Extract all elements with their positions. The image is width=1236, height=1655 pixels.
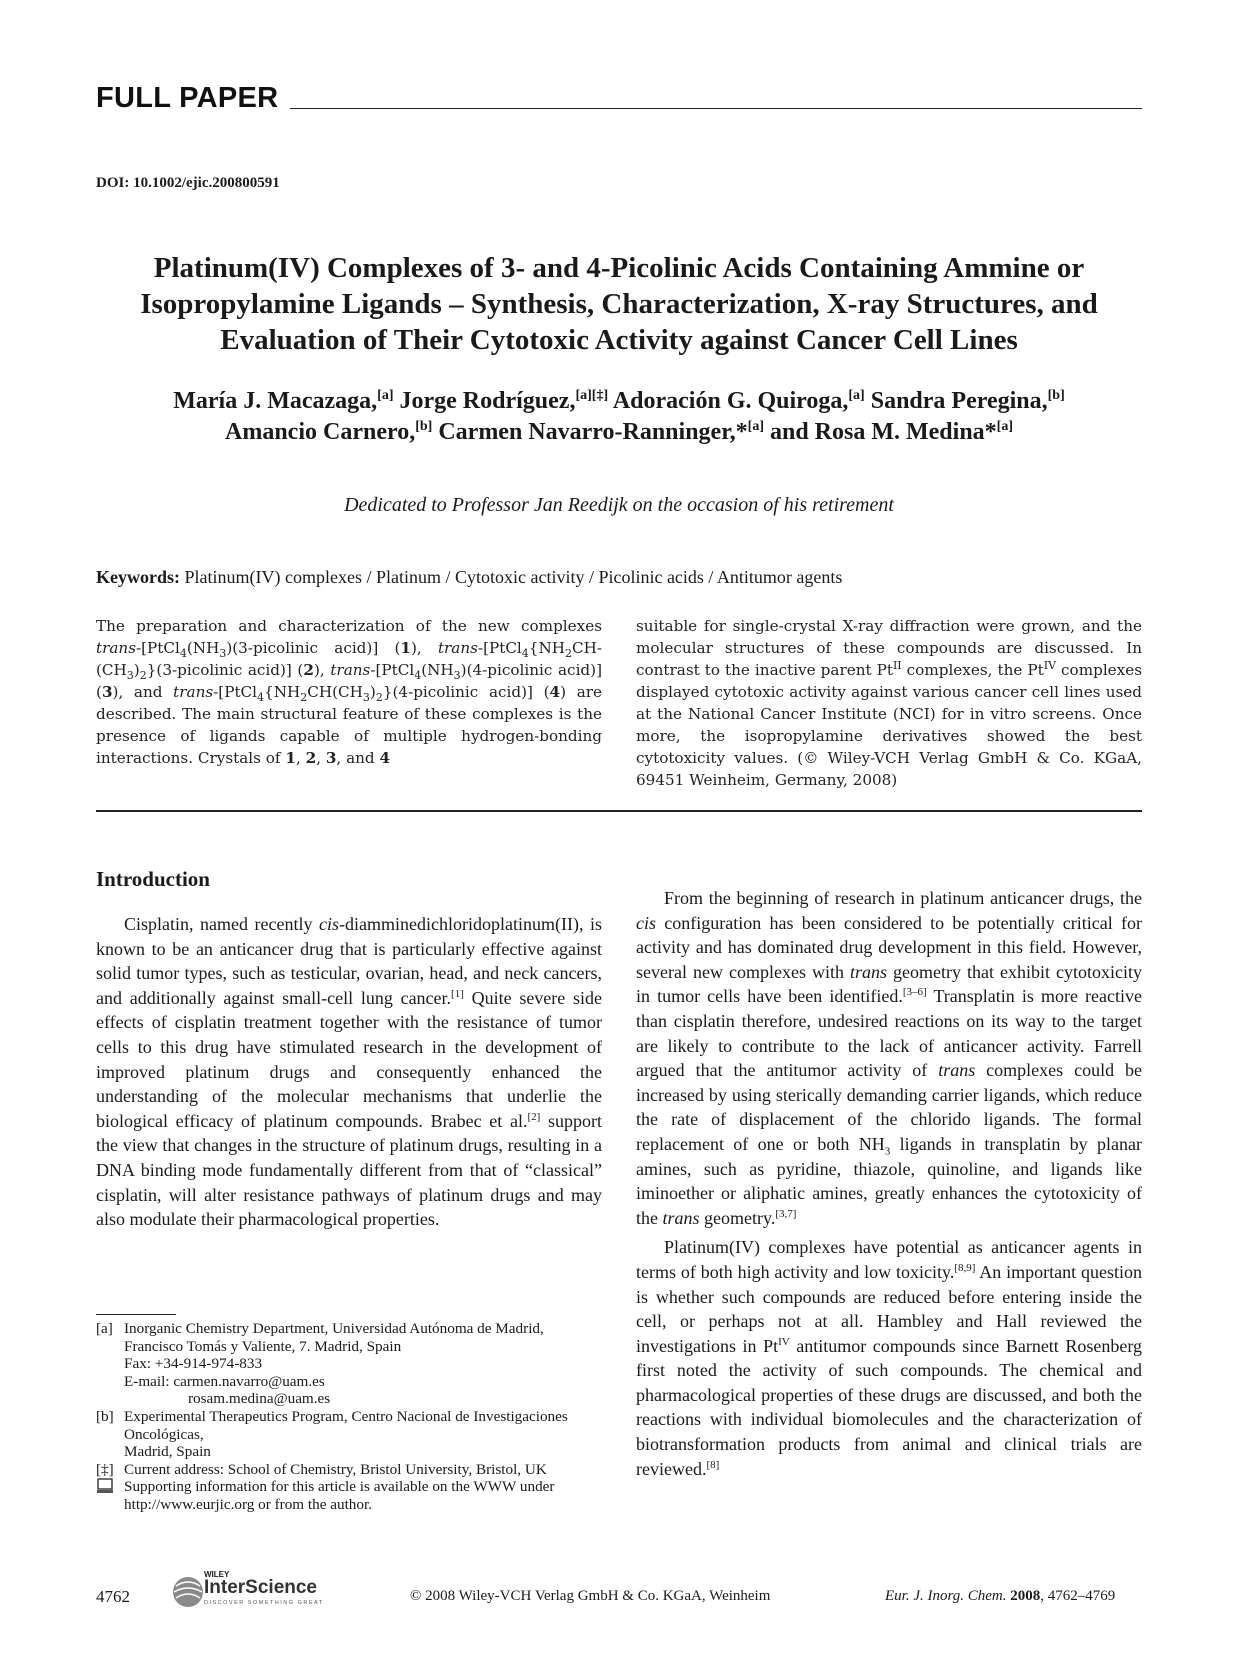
body-italic: trans bbox=[662, 1207, 700, 1228]
abstract-text: }(4-picolinic acid)] ( bbox=[382, 683, 550, 701]
author-name: María J. Macazaga, bbox=[173, 388, 378, 414]
subscript: 3 bbox=[884, 1145, 891, 1158]
compound-number: 4 bbox=[549, 683, 561, 701]
abstract-text: ), and bbox=[112, 683, 163, 701]
logo-tagline: DISCOVER SOMETHING GREAT bbox=[204, 1600, 324, 1606]
footnote-mark: [‡] bbox=[96, 1460, 114, 1478]
author-affiliation: [a][‡] bbox=[575, 388, 609, 403]
body-italic: trans bbox=[938, 1060, 976, 1081]
subscript: 2 bbox=[375, 691, 383, 705]
subscript: 3 bbox=[453, 669, 461, 683]
abstract-text: , bbox=[316, 749, 322, 767]
footnote-rule bbox=[96, 1314, 176, 1315]
subscript: 2 bbox=[139, 669, 147, 683]
author-name: Sandra Peregina, bbox=[870, 388, 1048, 414]
citation: [2] bbox=[527, 1110, 541, 1123]
abstract-text: ) are described. The main structural feature of these complexes is the presence of ligands capable of multiple hydrogen-bonding interactions. Crystals of bbox=[96, 683, 603, 767]
interscience-logo bbox=[168, 1568, 338, 1612]
footnote-supporting-info bbox=[96, 1478, 602, 1513]
journal-citation bbox=[885, 1588, 1115, 1605]
section-label: FULL PAPER bbox=[96, 82, 279, 114]
abstract-text: CH(CH bbox=[307, 683, 363, 701]
abstract-text: -[PtCl bbox=[136, 639, 180, 657]
footnote-text: Current address: School of Chemistry, Bristol University, Bristol, UK bbox=[124, 1460, 547, 1478]
author-affiliation: [b] bbox=[415, 419, 433, 434]
abstract-text: (NH bbox=[186, 639, 220, 657]
abstract-text: (NH bbox=[421, 661, 454, 679]
author-line bbox=[96, 386, 1142, 417]
abstract-text: {NH bbox=[528, 639, 565, 657]
citation: [1] bbox=[451, 987, 464, 1000]
abstract-text: suitable for single-crystal X-ray diffraction were grown, and the molecular structures of these compounds are discussed. In contrast to the inactive parent Pt bbox=[636, 617, 1142, 679]
abstract-text: ), bbox=[313, 661, 325, 679]
footnote-email[interactable]: rosam.medina@uam.es bbox=[188, 1390, 331, 1408]
doi: DOI: 10.1002/ejic.200800591 bbox=[96, 175, 280, 191]
paragraph bbox=[96, 912, 602, 1232]
footnote-c bbox=[96, 1461, 602, 1479]
footnote-mark: [b] bbox=[96, 1407, 114, 1425]
paragraph bbox=[636, 886, 1142, 1230]
subscript: 3 bbox=[126, 669, 134, 683]
abstract-text: -[PtCl bbox=[370, 661, 415, 679]
body-text: ligands in transplatin by planar amines, such as pyridine, thiazole, quinoline, and ligands like iminoether or aliphatic amines, greatly enhances the cytotoxicity of the bbox=[636, 1133, 1143, 1228]
title-line: Isopropylamine Ligands – Synthesis, Characterization, X-ray Structures, and bbox=[140, 288, 1098, 320]
subscript: 3 bbox=[362, 691, 370, 705]
footnotes bbox=[96, 1320, 602, 1514]
footnote-text: Madrid, Spain bbox=[124, 1443, 211, 1461]
keywords bbox=[96, 567, 842, 588]
oxidation-state: IV bbox=[778, 1335, 790, 1348]
author-name: Amancio Carnero, bbox=[225, 419, 416, 445]
abstract-text: complexes displayed cytotoxic activity against various cancer cell lines used at the National Cancer Institute (NCI) for in vitro screens. Once more, the isopropylamine derivatives showed the best cytotoxicity values. bbox=[636, 661, 1143, 767]
keywords-text: Platinum(IV) complexes / Platinum / Cytotoxic activity / Picolinic acids / Antitumor agents bbox=[184, 567, 843, 587]
footnote-mark: [a] bbox=[96, 1320, 113, 1337]
abstract-text: {NH bbox=[264, 683, 301, 701]
footnote-a bbox=[96, 1320, 602, 1408]
author-affiliation: [b] bbox=[1047, 388, 1065, 403]
section-heading: Introduction bbox=[96, 867, 210, 891]
footer-copyright: © 2008 Wiley-VCH Verlag GmbH & Co. KGaA, Weinheim bbox=[410, 1588, 771, 1604]
citation: [8,9] bbox=[954, 1261, 976, 1274]
journal-year: 2008 bbox=[1010, 1588, 1041, 1604]
footnote-text: Experimental Therapeutics Program, Centro Nacional de Investigaciones Oncológicas, bbox=[124, 1407, 568, 1443]
journal-pages: , 4762–4769 bbox=[1040, 1588, 1116, 1604]
author-affiliation: [a] bbox=[996, 419, 1013, 434]
body-left-column bbox=[96, 912, 602, 1237]
abstract-text: ) bbox=[133, 661, 140, 679]
citation: [8] bbox=[706, 1458, 720, 1471]
body-text: Quite severe side effects of cisplatin treatment together with the resistance of tumor cells to this drug have stimulated research in the development of improved platinum drugs and consequently enhanced the understanding of the molecular mechanisms that underlie the biological efficacy of platinum compounds. Brabec et al. bbox=[96, 987, 603, 1131]
author-name: Jorge Rodríguez, bbox=[399, 388, 576, 414]
logo-main-text: InterScience bbox=[204, 1577, 317, 1598]
footnote-text: Francisco Tomás y Valiente, 7. Madrid, Spain bbox=[124, 1337, 402, 1355]
subscript: 4 bbox=[257, 691, 265, 705]
author-name: and Rosa M. Medina* bbox=[769, 419, 997, 445]
abstract-right-column bbox=[636, 615, 1142, 791]
footnote-b bbox=[96, 1408, 602, 1461]
abstract-rule bbox=[96, 810, 1142, 812]
compound-number: 1 bbox=[400, 639, 411, 657]
body-text: geometry that exhibit cytotoxicity in tumor cells have been identified. bbox=[636, 961, 1142, 1007]
body-text: Cisplatin, named recently bbox=[124, 914, 313, 934]
author-name: Adoración G. Quiroga, bbox=[612, 388, 849, 414]
subscript: 2 bbox=[565, 647, 572, 661]
computer-icon bbox=[96, 1478, 114, 1499]
footnote-text: Inorganic Chemistry Department, Universidad Autónoma de Madrid, bbox=[124, 1320, 544, 1337]
abstract-text: , bbox=[295, 749, 301, 767]
body-text: Transplatin is more reactive than cisplatin therefore, undesired reactions on its way to the target are likely to contribute to the lack of anticancer activity. Farrell argued that the antitumor activity of bbox=[636, 986, 1142, 1081]
dedication: Dedicated to Professor Jan Reedijk on the occasion of his retirement bbox=[344, 494, 894, 516]
abstract-italic: trans bbox=[173, 683, 214, 701]
abstract-text: )(4-picolinic acid)] ( bbox=[96, 661, 602, 701]
abstract-text: )(3-picolinic acid)] ( bbox=[226, 639, 401, 657]
compound-number: 1 bbox=[285, 749, 296, 767]
author-affiliation: [a] bbox=[747, 419, 764, 434]
body-italic: trans bbox=[849, 961, 887, 982]
abstract-text: ) bbox=[369, 683, 376, 701]
footnote-text: Supporting information for this article is available on the WWW under http://www.eurjic.org or from the author. bbox=[124, 1478, 555, 1513]
subscript: 4 bbox=[521, 647, 529, 661]
body-text: complexes could be increased by using sterically demanding carrier ligands, which reduce the rate of displacement of the chlorido ligands. The formal replacement of one or both NH bbox=[636, 1060, 1142, 1154]
compound-number: 2 bbox=[303, 661, 314, 679]
body-text: configuration has been considered to be potentially critical for activity and has dominated drug development in this field. However, several new complexes with bbox=[636, 912, 1143, 982]
author-affiliation: [a] bbox=[848, 388, 865, 403]
abstract-text: }(3-picolinic acid)] ( bbox=[146, 661, 304, 679]
keywords-label: Keywords: bbox=[96, 567, 180, 587]
journal-name: Eur. J. Inorg. Chem. bbox=[885, 1588, 1007, 1604]
author-line bbox=[96, 417, 1142, 448]
body-italic: cis bbox=[636, 912, 656, 933]
header-rule bbox=[290, 108, 1142, 109]
author-name: Carmen Navarro-Ranninger,* bbox=[438, 419, 748, 445]
author-affiliation: [a] bbox=[377, 388, 394, 403]
logo-top-text: WILEY bbox=[204, 1570, 230, 1579]
oxidation-state: II bbox=[892, 658, 902, 672]
title-line: Evaluation of Their Cytotoxic Activity against Cancer Cell Lines bbox=[220, 324, 1018, 356]
body-text: From the beginning of research in platinum anticancer drugs, the bbox=[664, 888, 1142, 908]
abstract-text: CH-(CH bbox=[96, 639, 602, 679]
body-text: An important question is whether such compounds are reduced before entering inside the cell, or perhaps not at all. Hambley and Hall reviewed the investigations in Pt bbox=[636, 1261, 1142, 1356]
subscript: 3 bbox=[219, 647, 227, 661]
abstract-text: The preparation and characterization of the new complexes bbox=[96, 617, 602, 635]
compound-number: 3 bbox=[325, 749, 337, 767]
citation: [3,7] bbox=[775, 1207, 797, 1220]
body-italic: cis bbox=[319, 914, 340, 934]
abstract-italic: trans bbox=[437, 639, 478, 657]
page-number: 4762 bbox=[96, 1587, 130, 1606]
title-line: Platinum(IV) Complexes of 3- and 4-Picolinic Acids Containing Ammine or bbox=[153, 252, 1085, 284]
paragraph bbox=[636, 1235, 1142, 1481]
oxidation-state: IV bbox=[1043, 658, 1057, 672]
body-text: -diamminedichloridoplatinum(II), is known to be an anticancer drug that is particularly effective against solid tumor types, such as testicular, ovarian, head, and neck cancers, and additionally against small-cell lung cancer. bbox=[96, 914, 602, 1008]
body-text: antitumor compounds since Barnett Rosenberg first noted the activity of such compounds. The chemical and pharmacological properties of these drugs are discussed, and both the reactions with individual biomolecules and the characterization of biotransformation products from animal and clinical trials are reviewed. bbox=[636, 1335, 1143, 1479]
abstract-text: -[PtCl bbox=[477, 639, 522, 657]
subscript: 4 bbox=[414, 669, 422, 683]
abstract-text: ), bbox=[410, 639, 422, 657]
paper-title bbox=[96, 250, 1142, 358]
author-list bbox=[96, 386, 1142, 448]
abstract-text: , and bbox=[336, 749, 375, 767]
body-text: support the view that changes in the structure of platinum drugs, resulting in a DNA binding mode fundamentally different from that of “classical” cisplatin, will alter resistance pathways of platinum drugs and may also modulate their pharmacological properties. bbox=[96, 1110, 602, 1230]
compound-number: 2 bbox=[305, 749, 317, 767]
abstract-italic: trans bbox=[330, 661, 371, 679]
citation: [3–6] bbox=[902, 986, 927, 999]
footnote-email[interactable]: E-mail: carmen.navarro@uam.es bbox=[124, 1372, 325, 1390]
abstract-text: -[PtCl bbox=[213, 683, 258, 701]
subscript: 4 bbox=[179, 647, 187, 661]
abstract-copyright: (© Wiley-VCH Verlag GmbH & Co. KGaA, 69451 Weinheim, Germany, 2008) bbox=[636, 749, 1142, 789]
abstract-left-column bbox=[96, 615, 602, 769]
subscript: 2 bbox=[300, 691, 308, 705]
footnote-text: Fax: +34-914-974-833 bbox=[124, 1355, 263, 1373]
body-text: geometry. bbox=[704, 1207, 776, 1228]
abstract-italic: trans bbox=[96, 639, 136, 657]
compound-number: 3 bbox=[101, 683, 113, 701]
body-text: Platinum(IV) complexes have potential as anticancer agents in terms of both high activity and low toxicity. bbox=[636, 1237, 1142, 1282]
compound-number: 4 bbox=[379, 749, 391, 767]
body-right-column bbox=[636, 886, 1142, 1486]
abstract-text: complexes, the Pt bbox=[906, 661, 1044, 679]
